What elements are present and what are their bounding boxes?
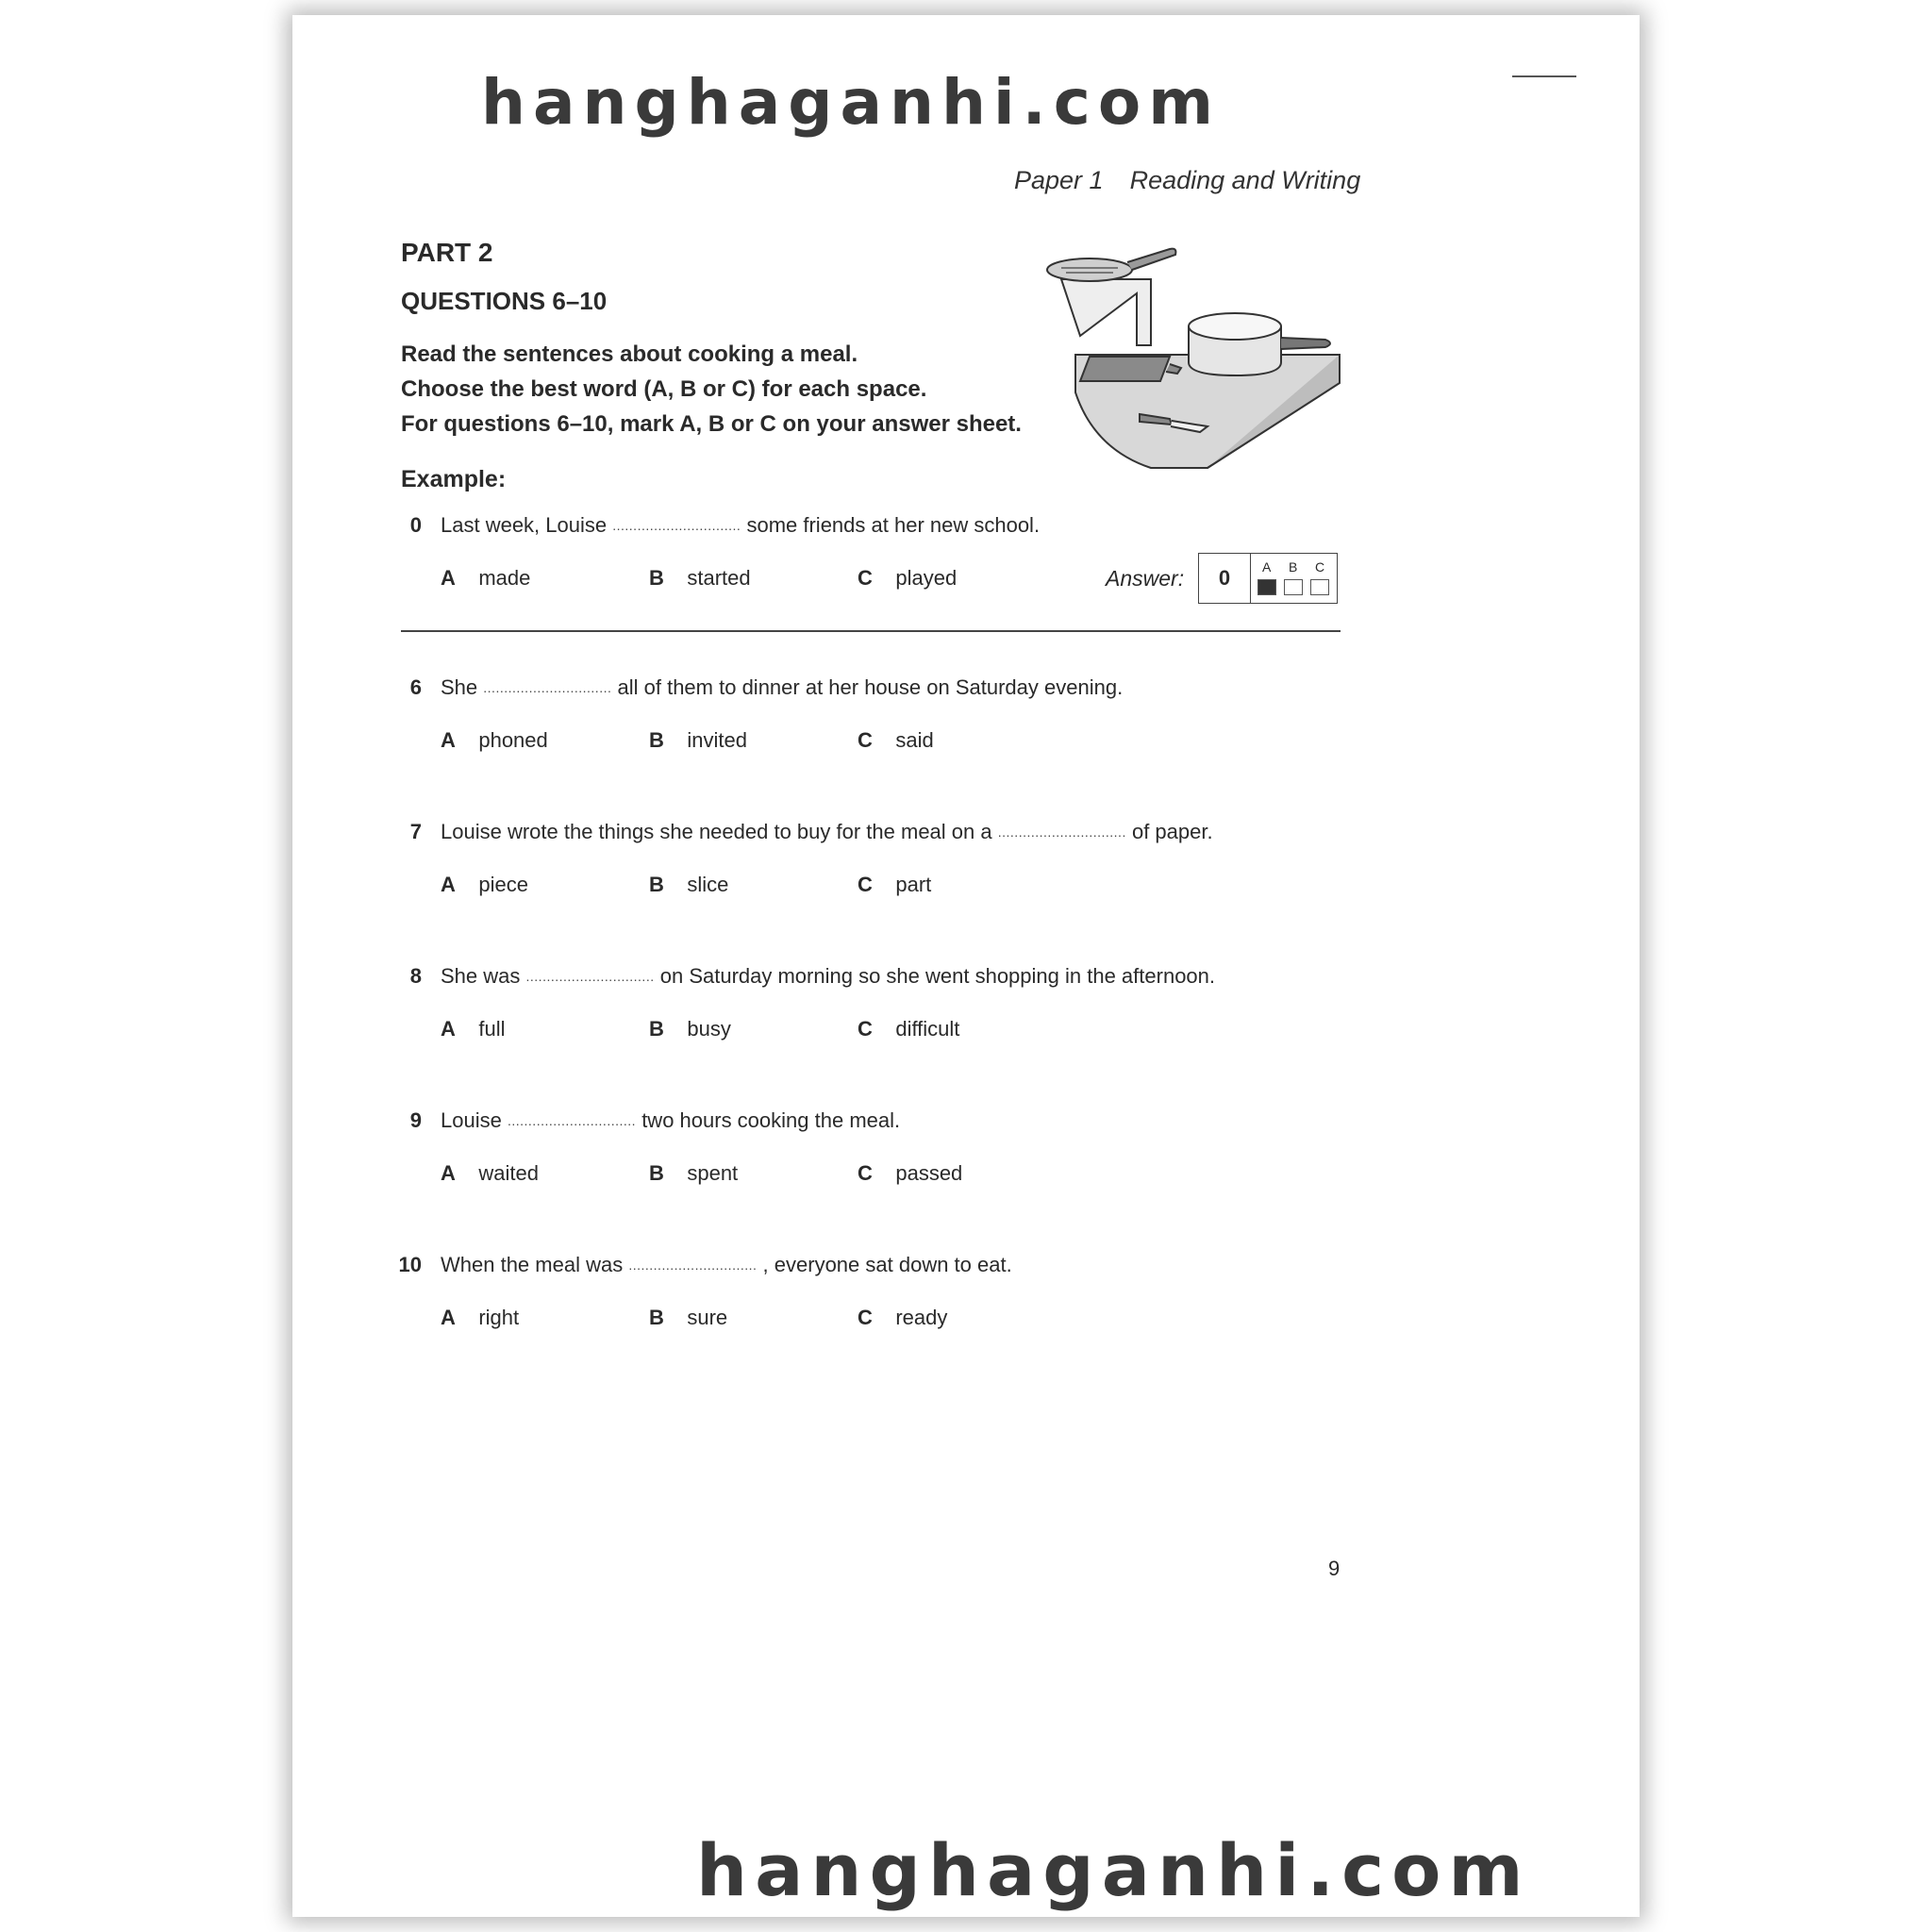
option-word: slice <box>687 873 729 896</box>
sentence-after: some friends at her new school. <box>746 513 1041 537</box>
option-word: phoned <box>478 728 548 752</box>
option-word: started <box>687 566 751 590</box>
option-word: invited <box>687 728 747 752</box>
answer-blank: ............................... <box>483 680 612 695</box>
option-a <box>441 728 548 753</box>
option-b <box>649 873 728 897</box>
sentence-before: Last week, Louise <box>441 513 608 537</box>
option-word: spent <box>687 1161 739 1185</box>
kitchen-illustration <box>1038 242 1349 477</box>
watermark-bottom: hanghaganhi.com <box>696 1828 1531 1912</box>
option-c <box>858 1017 959 1041</box>
example-label: Example: <box>401 466 507 492</box>
sentence-before: When the meal was <box>441 1253 624 1276</box>
option-a <box>441 873 528 897</box>
example-option-c <box>858 566 957 591</box>
answer-box-number: 0 <box>1199 554 1251 603</box>
option-letter: C <box>858 1017 873 1041</box>
section-divider <box>401 630 1341 632</box>
instruction-2: Choose the best word (A, B or C) for each space. <box>401 376 927 402</box>
question-sentence <box>441 675 1123 700</box>
option-word: waited <box>478 1161 539 1185</box>
answer-blank: ............................... <box>507 1113 637 1128</box>
option-letter: C <box>858 728 873 752</box>
option-letter: B <box>649 566 664 590</box>
option-b <box>649 1161 738 1186</box>
exam-page <box>292 15 1640 1917</box>
sentence-after: on Saturday morning so she went shopping in the afternoon. <box>659 964 1216 988</box>
option-letter: A <box>441 1161 456 1185</box>
answer-blank: ............................... <box>525 969 655 984</box>
question-sentence <box>441 820 1213 844</box>
option-c <box>858 873 931 897</box>
option-word: busy <box>687 1017 731 1041</box>
option-word: played <box>895 566 958 590</box>
sentence-after: all of them to dinner at her house on Saturday evening. <box>617 675 1124 699</box>
example-number: 0 <box>409 513 422 537</box>
question-sentence <box>441 1108 900 1133</box>
answer-cell-b <box>1284 579 1303 595</box>
option-letter: B <box>649 873 664 896</box>
sentence-before: Louise <box>441 1108 502 1132</box>
instruction-1: Read the sentences about cooking a meal. <box>401 341 858 367</box>
option-letter: C <box>858 1306 873 1329</box>
option-letter: A <box>441 1017 456 1041</box>
watermark-top: hanghaganhi.com <box>481 66 1221 139</box>
sentence-before: She <box>441 675 478 699</box>
option-letter: A <box>441 728 456 752</box>
option-word: passed <box>895 1161 963 1185</box>
answer-blank: ............................... <box>997 824 1126 840</box>
option-b <box>649 1306 727 1330</box>
option-a <box>441 1161 539 1186</box>
option-word: difficult <box>895 1017 960 1041</box>
answer-cell-c <box>1310 579 1329 595</box>
option-letter: B <box>649 1017 664 1041</box>
answer-sheet-box <box>1198 553 1338 604</box>
option-letter: C <box>858 873 873 896</box>
sentence-before: She was <box>441 964 521 988</box>
option-a <box>441 1017 505 1041</box>
option-letter: B <box>649 1161 664 1185</box>
sentence-after: of paper. <box>1131 820 1213 843</box>
page-number: 9 <box>1328 1557 1341 1580</box>
question-number: 8 <box>409 964 422 988</box>
question-sentence <box>441 1253 1012 1277</box>
option-c <box>858 728 934 753</box>
question-number: 10 <box>398 1253 422 1276</box>
sentence-after: two hours cooking the meal. <box>641 1108 901 1132</box>
answer-cell-a <box>1257 579 1276 595</box>
option-letter: A <box>441 873 456 896</box>
option-letter: C <box>858 566 873 590</box>
example-option-a <box>441 566 530 591</box>
answer-letter-c: C <box>1315 559 1325 575</box>
option-letter: A <box>441 1306 456 1329</box>
question-number: 6 <box>409 675 422 699</box>
question-sentence <box>441 964 1215 989</box>
answer-label: Answer: <box>1106 566 1185 591</box>
instruction-3: For questions 6–10, mark A, B or C on your answer sheet. <box>401 411 1022 437</box>
option-b <box>649 728 747 753</box>
option-b <box>649 1017 731 1041</box>
answer-letter-a: A <box>1262 559 1272 575</box>
example-sentence <box>441 513 1040 538</box>
option-letter: A <box>441 566 456 590</box>
sentence-after: , everyone sat down to eat. <box>762 1253 1012 1276</box>
question-number: 9 <box>409 1108 422 1132</box>
answer-letter-b: B <box>1289 559 1298 575</box>
part-title: PART 2 <box>401 238 493 267</box>
answer-blank: ............................... <box>612 518 741 533</box>
option-letter: B <box>649 728 664 752</box>
option-word: said <box>895 728 934 752</box>
option-c <box>858 1306 947 1330</box>
section-label: Reading and Writing <box>1129 166 1361 194</box>
header-rule <box>1512 75 1576 77</box>
option-letter: C <box>858 1161 873 1185</box>
running-head <box>1014 166 1360 195</box>
option-word: made <box>478 566 531 590</box>
paper-label: Paper 1 <box>1014 166 1104 194</box>
answer-blank: ............................... <box>628 1257 758 1273</box>
example-option-b <box>649 566 751 591</box>
option-word: piece <box>478 873 528 896</box>
option-word: part <box>895 873 932 896</box>
option-word: full <box>478 1017 506 1041</box>
option-word: ready <box>895 1306 948 1329</box>
option-word: right <box>478 1306 520 1329</box>
questions-range: QUESTIONS 6–10 <box>401 287 608 315</box>
option-letter: B <box>649 1306 664 1329</box>
question-number: 7 <box>409 820 422 843</box>
answer-grid <box>1251 554 1337 603</box>
sentence-before: Louise wrote the things she needed to buy for the meal on a <box>441 820 992 843</box>
option-a <box>441 1306 519 1330</box>
option-c <box>858 1161 962 1186</box>
option-word: sure <box>687 1306 728 1329</box>
